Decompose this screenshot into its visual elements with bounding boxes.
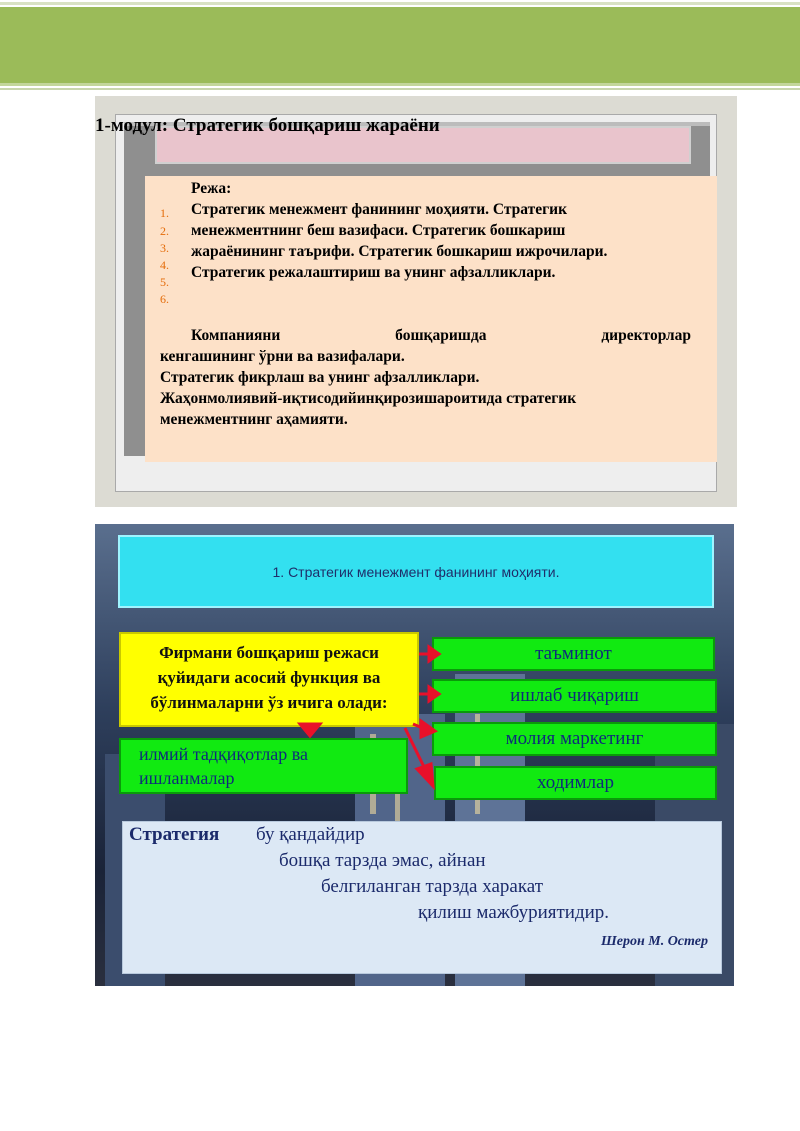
plan-line: Стратегик фикрлаш ва унинг афзалликлари. <box>160 369 480 386</box>
plan-word: Компанияни <box>191 327 281 344</box>
function-label: ишланмалар <box>139 768 235 788</box>
plan-number: 5. <box>160 275 169 289</box>
function-label: молия маркетинг <box>505 728 644 749</box>
module-title: 1-модул: Стратегик бошқариш жараёни <box>95 115 440 136</box>
quote-line: белгиланган тарзда харакат <box>321 876 544 897</box>
plan-number: 4. <box>160 258 169 272</box>
arrow-head <box>421 721 435 737</box>
quote-line: қилиш мажбуриятидир. <box>418 902 610 923</box>
function-label: таъминот <box>535 643 612 664</box>
plan-slide <box>95 96 737 507</box>
quote-box <box>122 821 722 974</box>
header-rule <box>0 88 800 90</box>
arrow-head <box>429 647 439 661</box>
header-band <box>0 7 800 86</box>
quote-line: бу қандайдир <box>256 824 365 845</box>
function-label: ходимлар <box>536 772 614 793</box>
function-label: илмий тадқиқотлар ва <box>139 744 309 764</box>
plan-heading: Режа: <box>191 180 232 197</box>
quote-line: бошқа тарзда эмас, айнан <box>279 850 486 871</box>
definition-line: қуйидаги асосий функция ва <box>157 668 381 687</box>
definition-line: Фирмани бошқариш режаси <box>159 643 379 662</box>
plan-number: 2. <box>160 224 169 238</box>
plan-line: Стратегик менежмент фанининг моҳияти. Стратегик <box>191 201 568 218</box>
plan-line: кенгашининг ўрни ва вазифалари. <box>160 348 405 365</box>
plan-line: Жаҳонмолиявий-иқтисодийинқирозишароитида стратегик <box>160 390 577 407</box>
plan-number: 1. <box>160 206 169 220</box>
function-label: ишлаб чиқариш <box>510 685 639 706</box>
slide-title: 1. Стратегик менежмент фанининг моҳияти. <box>272 563 560 580</box>
arrow-to-research <box>300 724 320 736</box>
arrow-head <box>429 687 439 701</box>
plan-justified-line <box>191 327 691 345</box>
plan-line: менежментнинг беш вазифаси. Стратегик бошкариш <box>191 222 566 239</box>
plan-line: Стратегик режалаштириш ва унинг афзалликлари. <box>191 264 556 281</box>
arrow-head <box>417 764 433 786</box>
quote-term: Стратегия <box>129 824 220 845</box>
quote-author: Шерон М. Остер <box>601 934 708 949</box>
definition-line: бўлинмаларни ўз ичига олади: <box>150 693 388 712</box>
strategy-slide <box>95 524 734 986</box>
top-rule <box>0 2 800 5</box>
plan-line: жараёнининг таърифи. Стратегик бошкариш ижрочилари. <box>191 243 608 260</box>
plan-word: директорлар <box>601 327 691 344</box>
plan-number: 6. <box>160 292 169 306</box>
plan-word: бошқаришда <box>395 327 487 344</box>
plan-number: 3. <box>160 241 169 255</box>
plan-line: менежментнинг аҳамияти. <box>160 411 348 428</box>
